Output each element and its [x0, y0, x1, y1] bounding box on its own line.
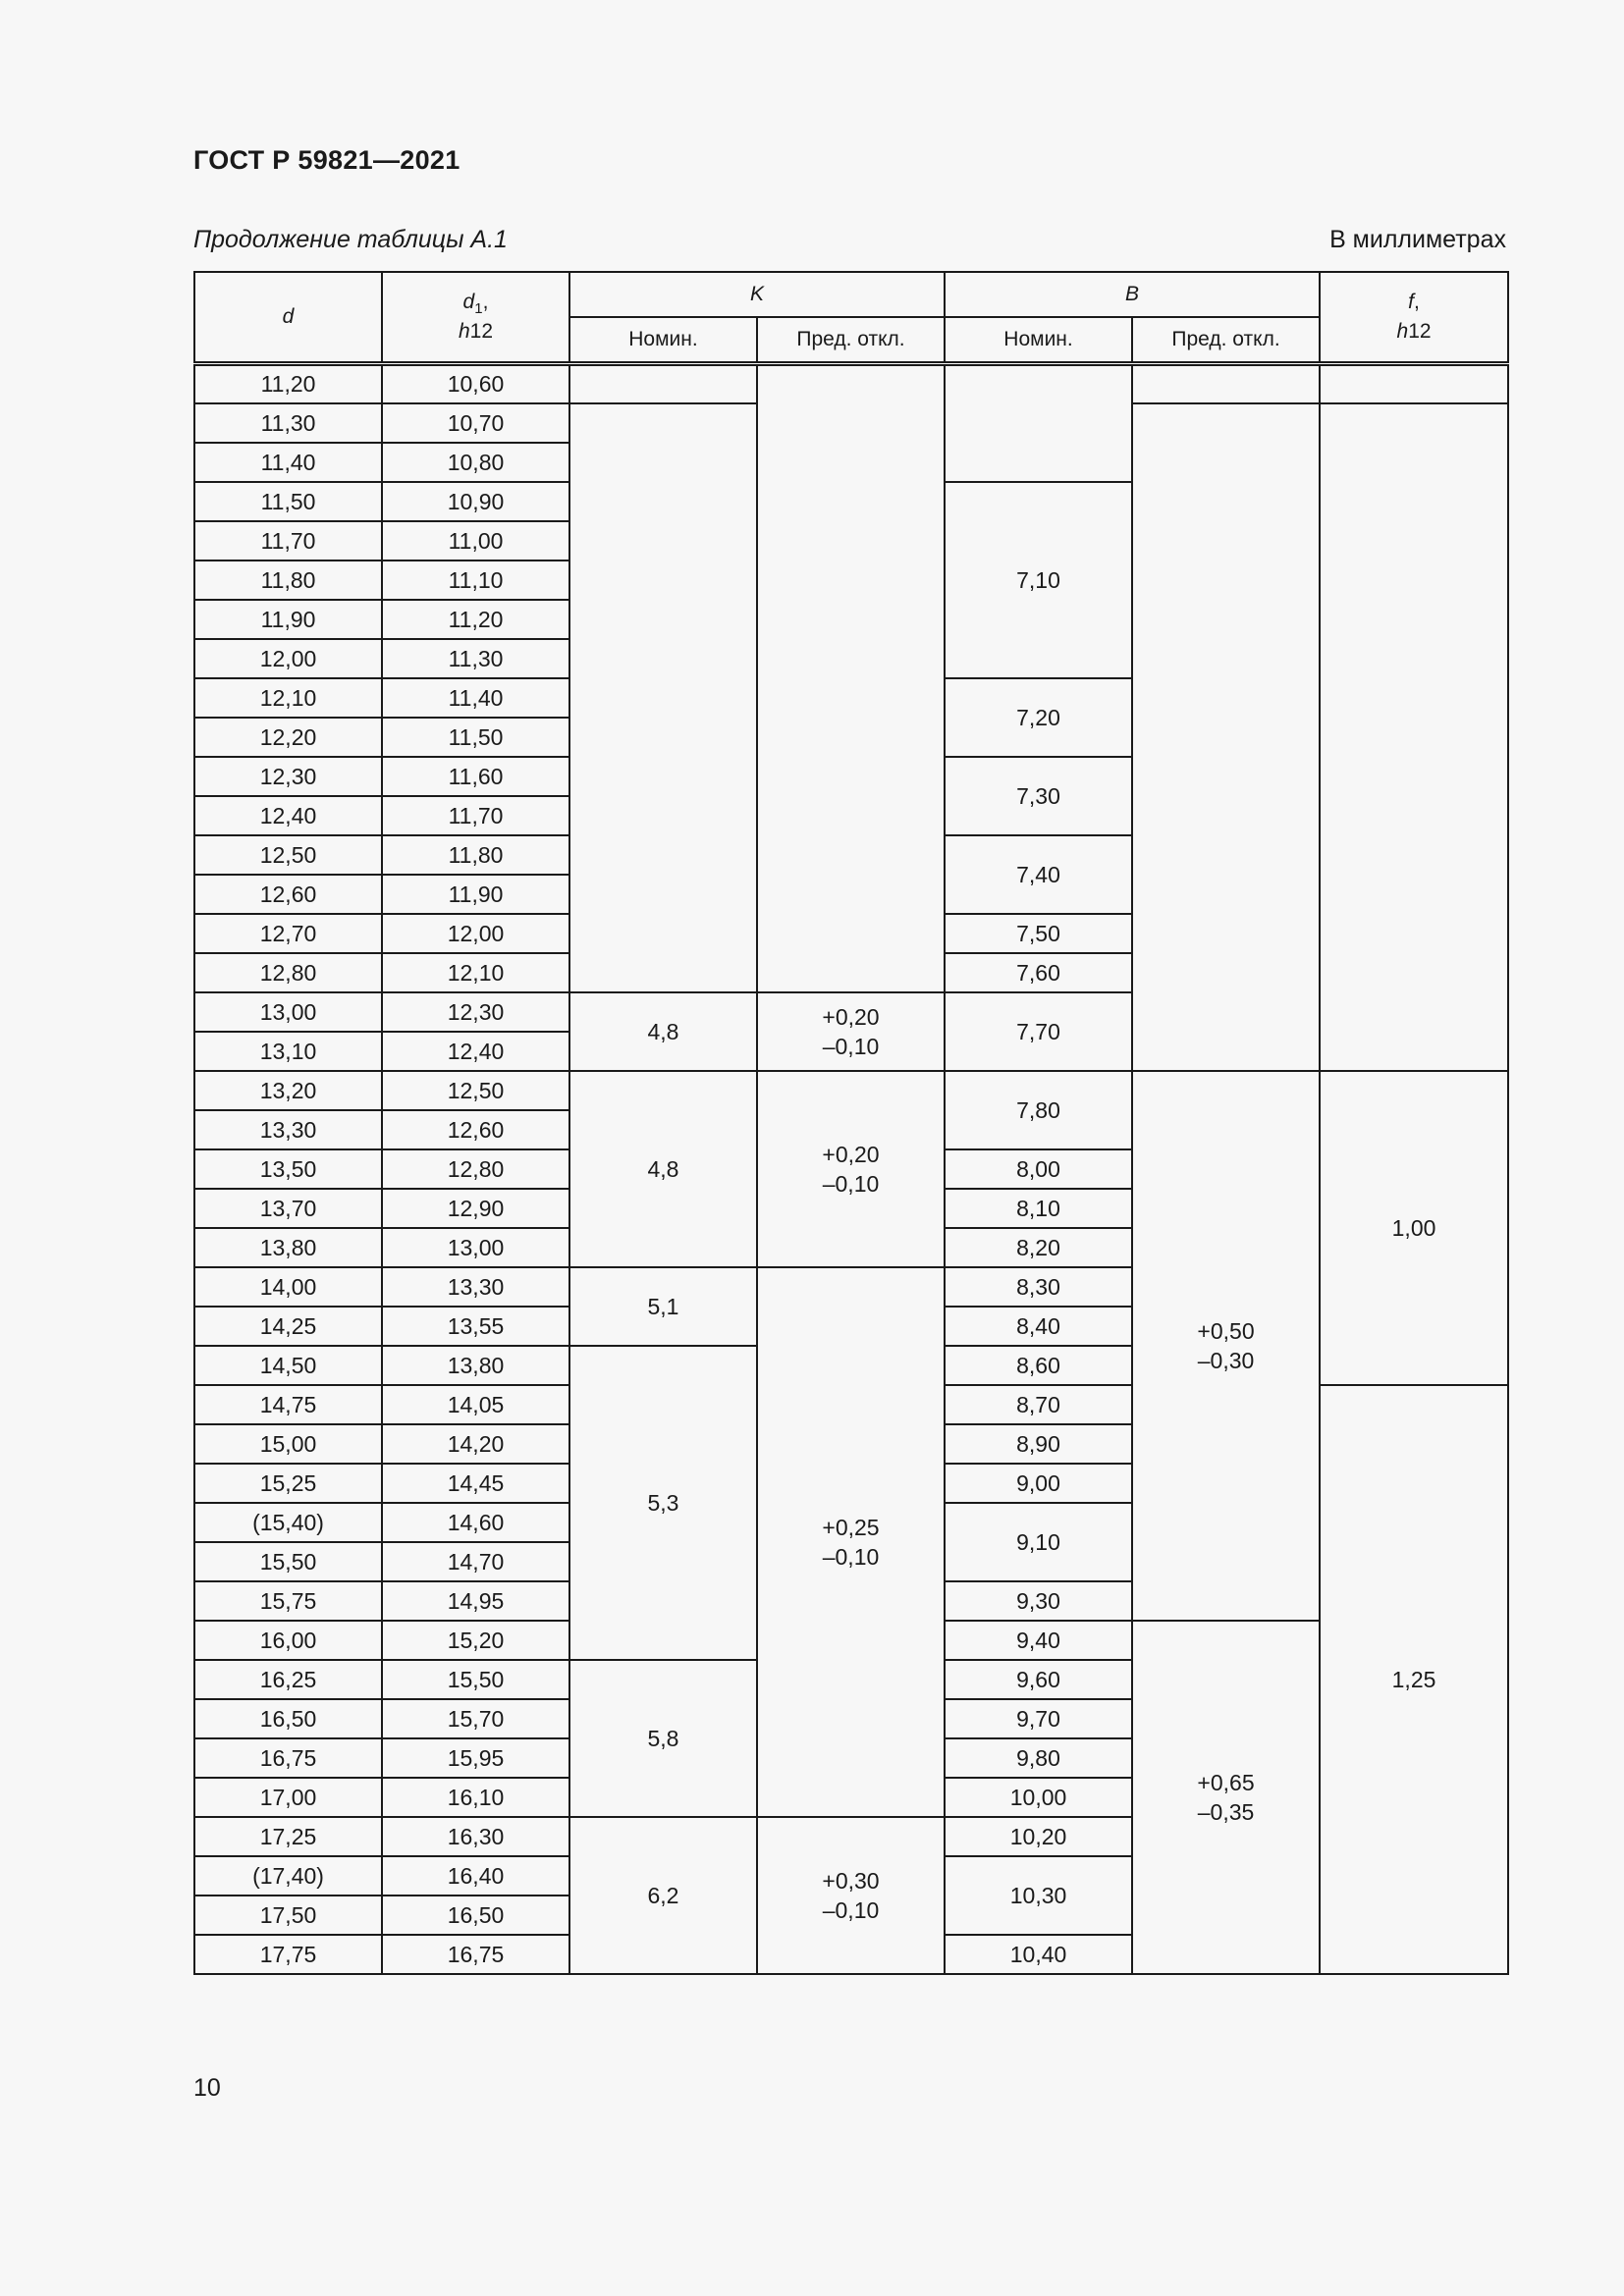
cell-b-nom: 8,40 [945, 1307, 1132, 1346]
cell-b-nom: 8,70 [945, 1385, 1132, 1424]
cell-d: 11,90 [194, 600, 382, 639]
cell-d1: 12,80 [382, 1149, 569, 1189]
table-body [194, 364, 1508, 1974]
cell-k-nom [569, 364, 757, 403]
cell-k-nom: 4,8 [569, 992, 757, 1071]
cell-b-nom: 8,60 [945, 1346, 1132, 1385]
cell-k-dev: +0,20 –0,10 [757, 1071, 945, 1267]
cell-d: 17,75 [194, 1935, 382, 1974]
col-header-k-nom: Номин. [569, 317, 757, 364]
table-header [194, 272, 1508, 364]
cell-d1: 12,60 [382, 1110, 569, 1149]
cell-b-dev: +0,65 –0,35 [1132, 1621, 1320, 1974]
cell-d: 12,80 [194, 953, 382, 992]
cell-d1: 16,50 [382, 1896, 569, 1935]
cell-d1: 14,45 [382, 1464, 569, 1503]
col-header-d1: $d_1$, h12 [382, 272, 569, 364]
cell-d1: 13,80 [382, 1346, 569, 1385]
cell-d1: 12,50 [382, 1071, 569, 1110]
cell-d1: 13,00 [382, 1228, 569, 1267]
cell-b-nom: 7,10 [945, 482, 1132, 678]
cell-d: 12,50 [194, 835, 382, 875]
cell-k-dev [757, 364, 945, 992]
cell-d1: 11,50 [382, 718, 569, 757]
cell-d: 13,10 [194, 1032, 382, 1071]
cell-d: 11,80 [194, 561, 382, 600]
cell-b-nom: 7,80 [945, 1071, 1132, 1149]
cell-d1: 12,10 [382, 953, 569, 992]
cell-d: 12,10 [194, 678, 382, 718]
cell-d1: 12,00 [382, 914, 569, 953]
units-note: В миллиметрах [1329, 226, 1506, 253]
cell-d: 13,00 [194, 992, 382, 1032]
cell-k-nom: 4,8 [569, 1071, 757, 1267]
cell-d1: 11,90 [382, 875, 569, 914]
cell-d1: 10,70 [382, 403, 569, 443]
cell-b-nom: 8,10 [945, 1189, 1132, 1228]
cell-d: 12,40 [194, 796, 382, 835]
cell-d1: 11,30 [382, 639, 569, 678]
cell-d: 13,50 [194, 1149, 382, 1189]
cell-d: 14,00 [194, 1267, 382, 1307]
col-header-d: d [194, 272, 382, 364]
cell-b-nom: 10,20 [945, 1817, 1132, 1856]
cell-d1: 11,00 [382, 521, 569, 561]
cell-d1: 15,70 [382, 1699, 569, 1738]
cell-d1: 11,10 [382, 561, 569, 600]
col-header-b-nom: Номин. [945, 317, 1132, 364]
cell-b-dev [1132, 403, 1320, 1071]
cell-d: 11,20 [194, 364, 382, 403]
cell-d1: 12,90 [382, 1189, 569, 1228]
cell-b-nom: 8,90 [945, 1424, 1132, 1464]
cell-d: 12,60 [194, 875, 382, 914]
cell-d1: 11,40 [382, 678, 569, 718]
cell-d: 12,00 [194, 639, 382, 678]
cell-b-nom: 7,20 [945, 678, 1132, 757]
cell-d: 12,30 [194, 757, 382, 796]
cell-b-nom: 9,00 [945, 1464, 1132, 1503]
cell-d: 14,50 [194, 1346, 382, 1385]
page-number: 10 [193, 2074, 221, 2102]
cell-b-dev: +0,50 –0,30 [1132, 1071, 1320, 1621]
cell-d: 11,30 [194, 403, 382, 443]
col-header-f: f, h12 [1320, 272, 1508, 364]
cell-b-nom: 9,10 [945, 1503, 1132, 1581]
cell-d: (15,40) [194, 1503, 382, 1542]
cell-b-nom: 9,60 [945, 1660, 1132, 1699]
cell-d1: 16,75 [382, 1935, 569, 1974]
cell-d1: 13,30 [382, 1267, 569, 1307]
cell-d: 11,40 [194, 443, 382, 482]
dimensions-table [193, 271, 1509, 1975]
cell-d1: 16,30 [382, 1817, 569, 1856]
cell-d: 12,70 [194, 914, 382, 953]
cell-d: 15,00 [194, 1424, 382, 1464]
col-header-b-dev: Пред. откл. [1132, 317, 1320, 364]
cell-d: 16,75 [194, 1738, 382, 1778]
cell-b-nom: 9,40 [945, 1621, 1132, 1660]
cell-b-nom [945, 364, 1132, 482]
cell-d1: 14,60 [382, 1503, 569, 1542]
cell-k-nom [569, 403, 757, 992]
cell-d: 12,20 [194, 718, 382, 757]
cell-d1: 10,80 [382, 443, 569, 482]
cell-d: 14,75 [194, 1385, 382, 1424]
cell-b-nom: 9,30 [945, 1581, 1132, 1621]
cell-d1: 15,50 [382, 1660, 569, 1699]
cell-b-nom: 7,40 [945, 835, 1132, 914]
cell-d1: 11,80 [382, 835, 569, 875]
cell-d: 13,30 [194, 1110, 382, 1149]
cell-b-nom: 7,70 [945, 992, 1132, 1071]
cell-d1: 11,70 [382, 796, 569, 835]
cell-d1: 14,95 [382, 1581, 569, 1621]
cell-d1: 16,40 [382, 1856, 569, 1896]
cell-b-nom: 8,20 [945, 1228, 1132, 1267]
cell-k-nom: 6,2 [569, 1817, 757, 1974]
cell-b-nom: 8,00 [945, 1149, 1132, 1189]
col-header-b: B [945, 272, 1320, 317]
cell-b-nom: 10,40 [945, 1935, 1132, 1974]
cell-d: 15,75 [194, 1581, 382, 1621]
cell-f [1320, 364, 1508, 403]
cell-b-dev [1132, 364, 1320, 403]
cell-b-nom: 10,30 [945, 1856, 1132, 1935]
cell-d: 13,80 [194, 1228, 382, 1267]
cell-d1: 15,95 [382, 1738, 569, 1778]
cell-b-nom: 7,50 [945, 914, 1132, 953]
cell-d: 13,70 [194, 1189, 382, 1228]
cell-d: (17,40) [194, 1856, 382, 1896]
cell-d1: 14,20 [382, 1424, 569, 1464]
cell-d1: 10,90 [382, 482, 569, 521]
col-header-k-dev: Пред. откл. [757, 317, 945, 364]
cell-d: 14,25 [194, 1307, 382, 1346]
cell-d1: 16,10 [382, 1778, 569, 1817]
cell-f: 1,00 [1320, 1071, 1508, 1385]
cell-d: 17,25 [194, 1817, 382, 1856]
table-row [194, 364, 1508, 403]
table-caption: Продолжение таблицы А.1 [193, 226, 508, 253]
cell-b-nom: 7,60 [945, 953, 1132, 992]
table-row [194, 1071, 1508, 1110]
cell-b-nom: 10,00 [945, 1778, 1132, 1817]
cell-d: 17,00 [194, 1778, 382, 1817]
cell-d: 16,00 [194, 1621, 382, 1660]
col-header-k: K [569, 272, 945, 317]
cell-k-dev: +0,20 –0,10 [757, 992, 945, 1071]
cell-d: 13,20 [194, 1071, 382, 1110]
cell-d1: 14,70 [382, 1542, 569, 1581]
cell-k-nom: 5,8 [569, 1660, 757, 1817]
cell-d1: 14,05 [382, 1385, 569, 1424]
cell-k-dev: +0,25 –0,10 [757, 1267, 945, 1817]
cell-b-nom: 9,70 [945, 1699, 1132, 1738]
cell-b-nom: 8,30 [945, 1267, 1132, 1307]
cell-d1: 11,60 [382, 757, 569, 796]
cell-d: 16,50 [194, 1699, 382, 1738]
cell-d: 15,50 [194, 1542, 382, 1581]
cell-d: 11,70 [194, 521, 382, 561]
cell-d1: 13,55 [382, 1307, 569, 1346]
cell-d1: 15,20 [382, 1621, 569, 1660]
cell-d1: 12,40 [382, 1032, 569, 1071]
cell-d1: 10,60 [382, 364, 569, 403]
cell-b-nom: 7,30 [945, 757, 1132, 835]
cell-f: 1,25 [1320, 1385, 1508, 1974]
cell-d: 17,50 [194, 1896, 382, 1935]
cell-f [1320, 403, 1508, 1071]
cell-d1: 12,30 [382, 992, 569, 1032]
cell-d: 11,50 [194, 482, 382, 521]
cell-d: 16,25 [194, 1660, 382, 1699]
document-header: ГОСТ Р 59821—2021 [193, 145, 460, 175]
cell-d1: 11,20 [382, 600, 569, 639]
cell-k-nom: 5,1 [569, 1267, 757, 1346]
cell-k-nom: 5,3 [569, 1346, 757, 1660]
cell-d: 15,25 [194, 1464, 382, 1503]
cell-b-nom: 9,80 [945, 1738, 1132, 1778]
cell-k-dev: +0,30 –0,10 [757, 1817, 945, 1974]
